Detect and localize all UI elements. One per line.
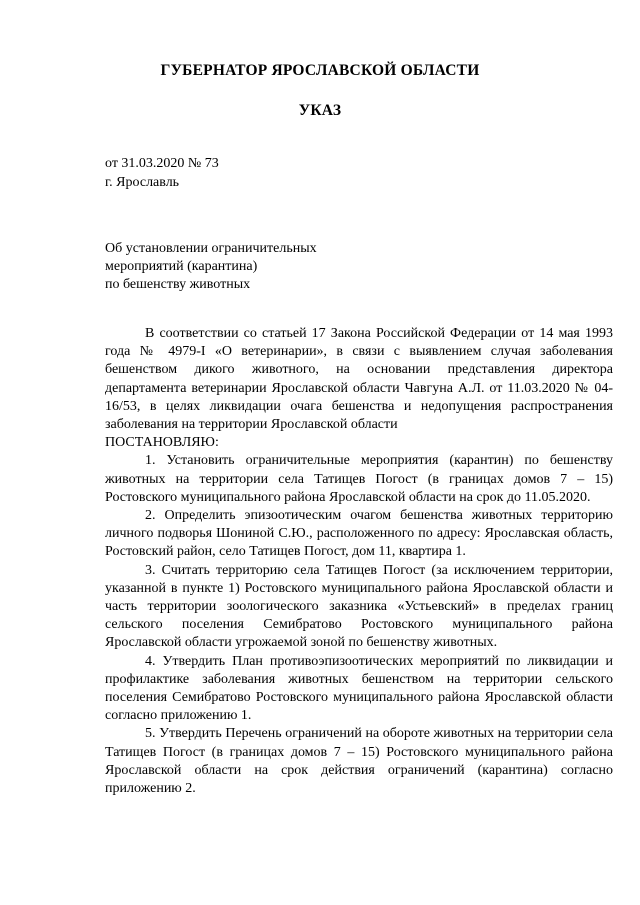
- decree-item-1: 1. Установить ограничительные мероприятия (карантин) по бешенству животных на территории села Татищев Погост (в границах домов 7 – 15) Ростовского муниципального района Ярославской области на срок до 11.05.2020.: [105, 453, 613, 505]
- preamble-paragraph: В соответствии со статьей 17 Закона Российской Федерации от 14 мая 1993 года № 4979-I «О ветеринарии», в связи с выявлением случая заболевания бешенством дикого животного, на основании представления директора департамента ветеринарии Ярославской области Чавгуна А.Л. от 11.03.2020 № 04-16/53, в целях ликвидации очага бешенства и недопущения распространения заболевания на территории Ярославской области: [105, 326, 613, 433]
- decree-word: ПОСТАНОВЛЯЮ:: [105, 435, 219, 451]
- document-type: УКАЗ: [298, 102, 342, 119]
- document-body: [105, 325, 613, 798]
- date-and-number: от 31.03.2020 № 73: [105, 156, 219, 171]
- city: г. Ярославль: [105, 175, 180, 190]
- document-title: [105, 240, 317, 294]
- decree-item-5: 5. Утвердить Перечень ограничений на обороте животных на территории села Татищев Погост (в границах домов 7 – 15) Ростовского муниципального района Ярославской области на срок действия ограничений (карантина) согласно приложению 2.: [105, 726, 613, 797]
- decree-item-3: 3. Считать территорию села Татищев Погост (за исключением территории, указанной в пункте 1) Ростовского муниципального района Ярославской области и часть территории зоологического заказника «Устьевский» в пределах границ сельского поселения Семибратово Ростовского муниципального района Ярославской области угрожаемой зоной по бешенству животных.: [105, 562, 613, 651]
- issuing-authority: ГУБЕРНАТОР ЯРОСЛАВСКОЙ ОБЛАСТИ: [160, 62, 480, 79]
- decree-item-4: 4. Утвердить План противоэпизоотических мероприятий по ликвидации и профилактике заболевания животных бешенством на территории сельского поселения Семибратово Ростовского муниципального района Ярославской области согласно приложению 1.: [105, 653, 613, 724]
- decree-item-2: 2. Определить эпизоотическим очагом бешенства животных территорию личного подворья Шониной С.Ю., расположенного по адресу: Ярославская область, Ростовский район, село Татищев Погост, дом 11, квартира 1.: [105, 508, 613, 560]
- title-line: Об установлении ограничительных: [105, 241, 317, 256]
- title-line: по бешенству животных: [105, 277, 251, 292]
- title-line: мероприятий (карантина): [105, 259, 258, 274]
